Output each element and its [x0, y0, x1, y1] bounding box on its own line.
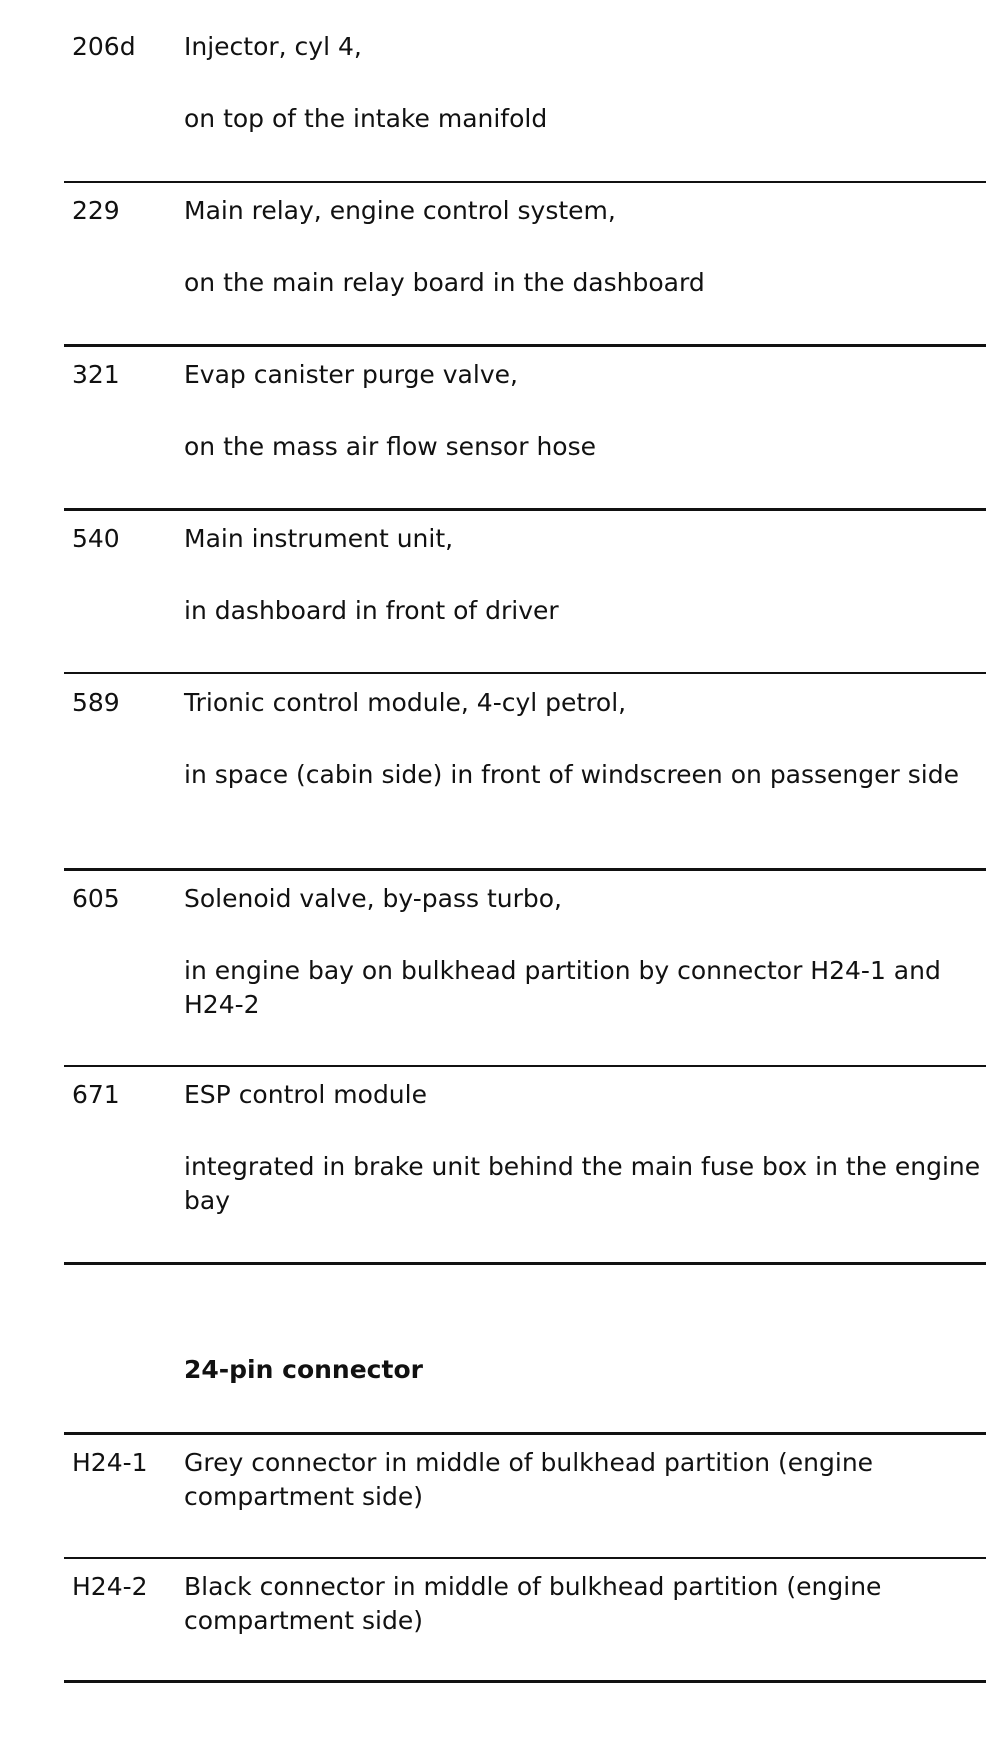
- row-divider: [64, 508, 986, 511]
- component-location: in engine bay on bulkhead partition by connector H24-1 and H24-2: [184, 956, 941, 1019]
- row-divider: [64, 344, 986, 347]
- component-location: in dashboard in front of driver: [184, 596, 559, 625]
- component-description: ESP control module: [184, 1080, 427, 1109]
- component-code: 321: [72, 360, 120, 389]
- component-location: in space (cabin side) in front of windscreen on passenger side: [184, 760, 959, 789]
- row-divider: [64, 868, 986, 871]
- component-description: Injector, cyl 4,: [184, 32, 362, 61]
- component-location: integrated in brake unit behind the main fuse box in the engine bay: [184, 1152, 981, 1215]
- component-description: Main relay, engine control system,: [184, 196, 616, 225]
- component-code: 206d: [72, 32, 136, 61]
- table-end-rule: [64, 1680, 986, 1683]
- row-divider: [64, 181, 986, 183]
- table-end-rule: [64, 1262, 986, 1265]
- component-location: on top of the intake manifold: [184, 104, 548, 133]
- component-code: 671: [72, 1080, 120, 1109]
- connector-code: H24-2: [72, 1572, 148, 1601]
- component-code: 589: [72, 688, 120, 717]
- component-code: 229: [72, 196, 120, 225]
- component-description: Evap canister purge valve,: [184, 360, 518, 389]
- connector-description: Grey connector in middle of bulkhead partition (engine compartment side): [184, 1448, 874, 1511]
- row-divider: [64, 672, 986, 674]
- component-code: 605: [72, 884, 120, 913]
- row-divider: [64, 1557, 986, 1559]
- component-code: 540: [72, 524, 120, 553]
- section-heading: 24-pin connector: [184, 1355, 423, 1384]
- row-divider: [64, 1065, 986, 1067]
- component-description: Main instrument unit,: [184, 524, 454, 553]
- component-description: Trionic control module, 4-cyl petrol,: [184, 688, 627, 717]
- connector-code: H24-1: [72, 1448, 148, 1477]
- row-divider: [64, 1432, 986, 1435]
- component-description: Solenoid valve, by-pass turbo,: [184, 884, 562, 913]
- connector-description: Black connector in middle of bulkhead partition (engine compartment side): [184, 1572, 882, 1635]
- component-location: on the mass air flow sensor hose: [184, 432, 596, 461]
- component-location: on the main relay board in the dashboard: [184, 268, 705, 297]
